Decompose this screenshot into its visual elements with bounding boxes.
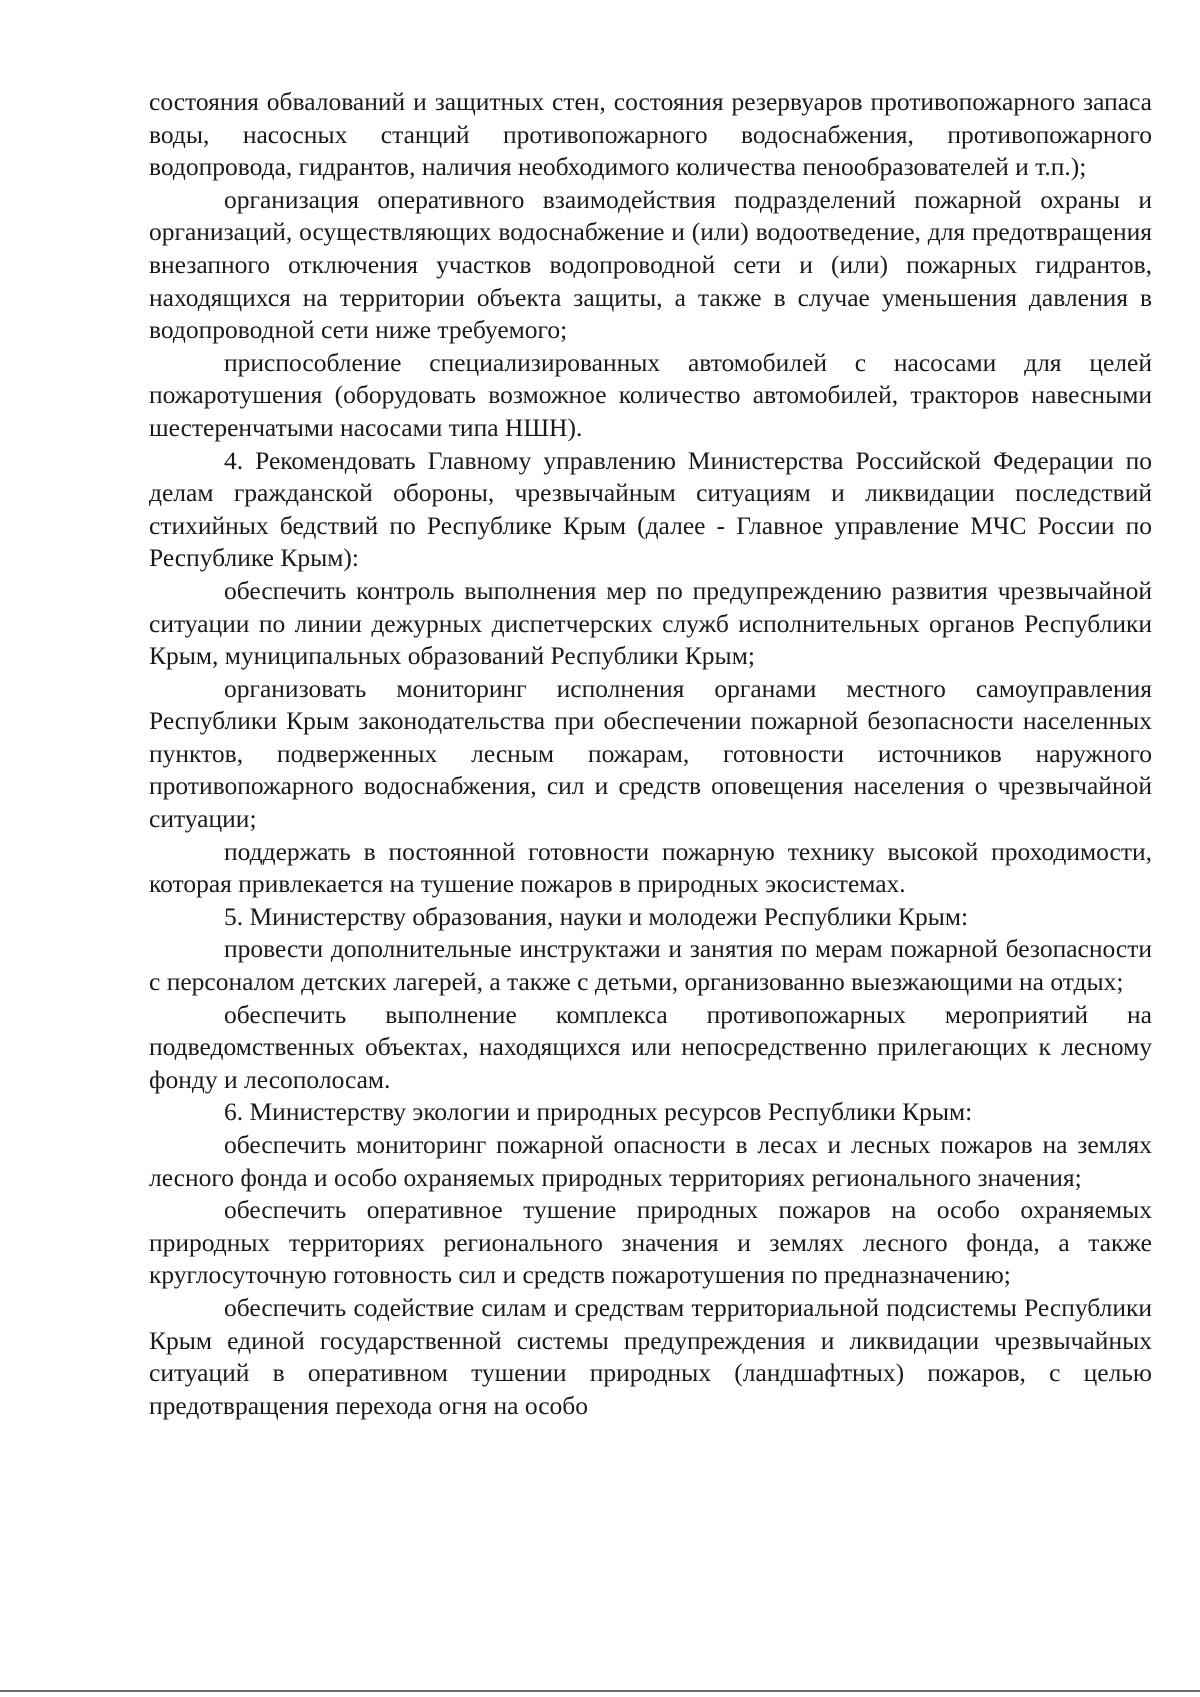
paragraph-assistance-forces: обеспечить содействие силам и средствам территориальной подсистемы Республики Крым единой государственной системы предупреждения и ликвидации чрезвычайных ситуаций в оперативном тушении природных (ландшафтных) пожаров, с целью предотвращения перехода огня на особо [149,1292,1152,1420]
paragraph-briefings: провести дополнительные инструктажи и занятия по мерам пожарной безопасности с персоналом детских лагерей, а также с детьми, организованно выезжающими на отдых; [149,934,1152,997]
document-body [149,86,1152,1422]
paragraph-fire-equipment-readiness: поддержать в постоянной готовности пожарную технику высокой проходимости, которая привлекается на тушение пожаров в природных экосистемах. [149,836,1152,899]
paragraph-control-measures: обеспечить контроль выполнения мер по предупреждению развития чрезвычайной ситуации по линии дежурных диспетчерских служб исполнительных органов Республики Крым, муниципальных образований Республики Крым; [149,575,1152,671]
paragraph-forest-fire-monitoring: обеспечить мониторинг пожарной опасности в лесах и лесных пожаров на землях лесного фонда и особо охраняемых природных территориях регионального значения; [149,1130,1152,1192]
bottom-scan-edge [0,1690,1200,1692]
paragraph-reservoirs-continuation: состояния обвалований и защитных стен, состояния резервуаров противопожарного запаса воды, насосных станций противопожарного водоснабжения, противопожарного водопровода, гидрантов, наличия необходимого количества пенообразователей и т.п.); [149,87,1152,182]
paragraph-item-4: 4. Рекомендовать Главному управлению Министерства Российской Федерации по делам гражданской обороны, чрезвычайным ситуациям и ликвидации последствий стихийных бедствий по Республике Крым (далее - Главное управление МЧС России по Республике Крым): [149,445,1152,573]
paragraph-fire-prevention-measures: обеспечить выполнение комплекса противопожарных мероприятий на подведомственных объектах, находящихся или непосредственно прилегающих к лесному фонду и лесополосам. [149,999,1152,1094]
paragraph-item-6: 6. Министерству экологии и природных ресурсов Республики Крым: [224,1097,973,1127]
paragraph-vehicle-adaptation: приспособление специализированных автомобилей с насосами для целей пожаротушения (оборудовать возможное количество автомобилей, тракторов навесными шестеренчатыми насосами типа НШН). [149,347,1152,442]
paragraph-monitoring-organization: организовать мониторинг исполнения органами местного самоуправления Республики Крым законодательства при обеспечении пожарной безопасности населенных пунктов, подверженных лесным пожарам, готовности источников наружного противопожарного водоснабжения, сил и средств оповещения населения о чрезвычайной ситуации; [149,673,1152,834]
paragraph-fire-protection-cooperation: организация оперативного взаимодействия подразделений пожарной охраны и организаций, осуществляющих водоснабжение и (или) водоотведение, для предотвращения внезапного отключения участков водопроводной сети и (или) пожарных гидрантов, находящихся на территории объекта защиты, а также в случае уменьшения давления в водопроводной сети ниже требуемого; [149,184,1152,345]
paragraph-item-5: 5. Министерству образования, науки и молодежи Республики Крым: [224,901,969,931]
paragraph-operational-extinguishing: обеспечить оперативное тушение природных пожаров на особо охраняемых природных территориях регионального значения и землях лесного фонда, а также круглосуточную готовность сил и средств пожаротушения по предназначению; [149,1195,1152,1290]
